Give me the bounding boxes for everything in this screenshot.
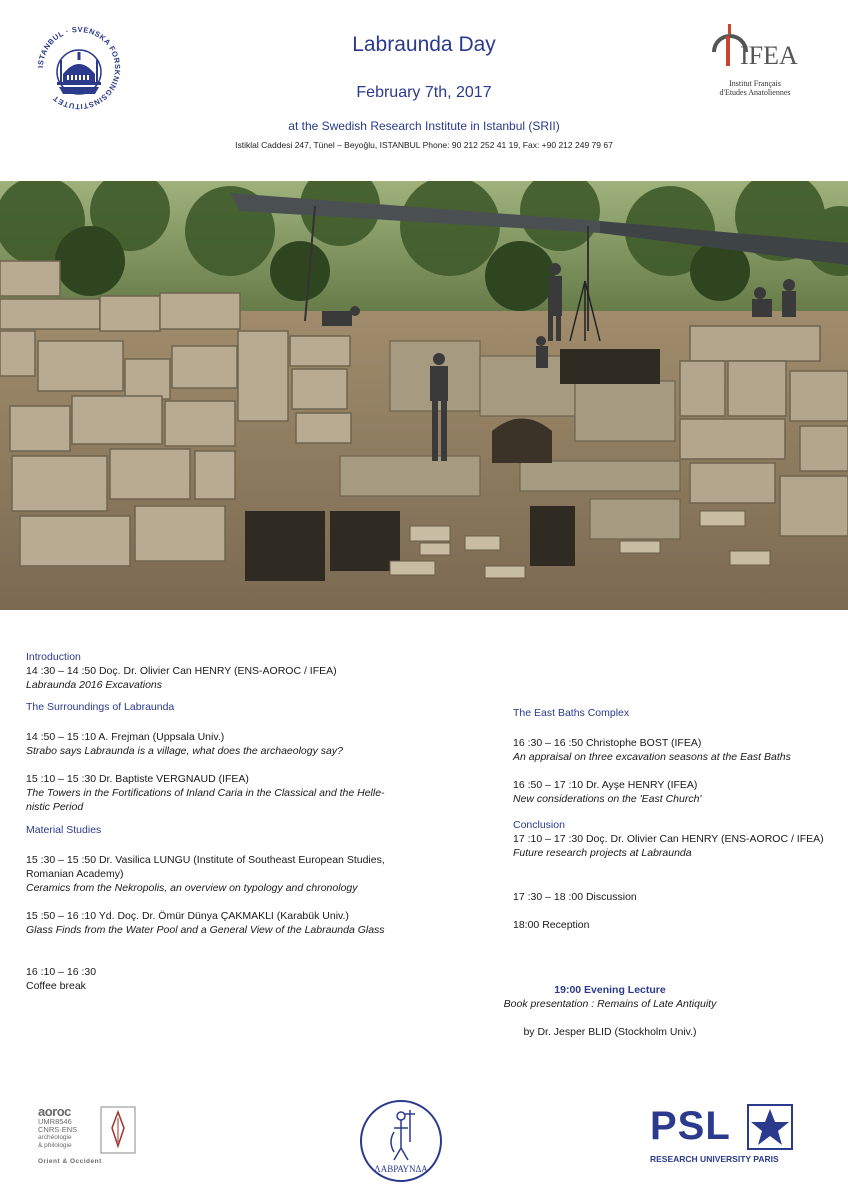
talk-title: Strabo says Labraunda is a village, what does the archaeology say? [26,745,343,757]
evening-speaker: by Dr. Jesper BLID (Stockholm Univ.) [523,1026,697,1038]
excavation-photo [0,181,848,610]
aoroc-umr: UMR8546 [38,1117,72,1126]
section-coffee [26,965,466,993]
talk-title: Glass Finds from the Water Pool and a General View of the Labraunda Glass [26,924,385,936]
ifea-mark-icon [700,22,810,74]
section-evening-lecture [460,983,760,1039]
srii-ring-text: ISTANBUL · SVENSKA FORSKNINGSINSTITUTET [35,24,123,112]
ifea-logo [700,22,810,104]
program-right-column [513,706,843,932]
talk-title: Future research projects at Labraunda [513,847,692,859]
aoroc-cnrs: CNRS·ENS [38,1125,78,1134]
aoroc-field2: & philologie [38,1142,72,1149]
srii-logo [33,22,125,114]
aoroc-tagline: Orient & Occident [38,1158,102,1165]
aoroc-logo [38,1106,138,1168]
talk-title-cont: nistic Period [26,801,84,813]
talk-time: 15 :30 – 15 :50 Dr. Vasilica LUNGU (Institute of Southeast European Studies, [26,854,385,866]
section-surroundings [26,700,466,814]
ifea-line1: Institut Français [729,79,781,88]
ifea-line2: d'Etudes Anatoliennes [719,88,791,97]
star-icon [747,1104,793,1150]
talk-title: The Towers in the Fortifications of Inland Caria in the Classical and the Helle- [26,787,385,799]
talk-time: 16 :50 – 17 :10 Dr. Ayşe HENRY (IFEA) [513,779,698,791]
break-time: 16 :10 – 16 :30 [26,966,97,978]
talk-time-cont: Romanian Academy) [26,868,124,880]
talk-time: 14 :30 – 14 :50 Doç. Dr. Olivier Can HENRY (ENS-AOROC / IFEA) [26,665,337,677]
psl-logo [650,1104,798,1168]
talk-time: 15 :50 – 16 :10 Yd. Doç. Dr. Ömür Dünya ÇAKMAKLI (Karabük Univ.) [26,910,349,922]
section-east-baths [513,706,843,806]
program-left-column [26,650,466,993]
event-address: Istiklal Caddesi 247, Tünel – Beyoğlu, ISTANBUL Phone: 90 212 252 41 19, Fax: +90 212 249 79 67 [235,140,613,150]
psl-main: PSL [650,1104,731,1148]
talk-time: 17 :10 – 17 :30 Doç. Dr. Olivier Can HENRY (ENS-AOROC / IFEA) [513,833,824,845]
page-title: Labraunda Day [352,33,496,56]
event-venue: at the Swedish Research Institute in Istanbul (SRII) [288,119,560,133]
ifea-mark-text: IFEA [740,41,798,70]
reception-line: 18:00 Reception [513,919,590,931]
section-heading: Material Studies [26,824,102,836]
section-heading: Introduction [26,651,81,663]
talk-title: New considerations on the 'East Church' [513,793,702,805]
talk-time: 14 :50 – 15 :10 A. Frejman (Uppsala Univ.) [26,731,225,743]
aoroc-pen-icon [100,1106,136,1154]
event-date: February 7th, 2017 [356,84,492,101]
aoroc-name: aoroc [38,1104,71,1119]
section-heading: The Surroundings of Labraunda [26,701,175,713]
break-label: Coffee break [26,980,86,992]
evening-heading: 19:00 Evening Lecture [554,984,666,996]
psl-sub: RESEARCH UNIVERSITY PARIS [650,1154,779,1164]
section-introduction [26,650,466,692]
section-material [26,823,466,937]
section-heading: The East Baths Complex [513,707,630,719]
section-conclusion [513,818,843,860]
talk-title: Ceramics from the Nekropolis, an overview on typology and chronology [26,882,358,894]
talk-time: 15 :10 – 15 :30 Dr. Baptiste VERGNAUD (IFEA) [26,773,249,785]
talk-title: An appraisal on three excavation seasons at the East Baths [513,751,791,763]
evening-title: Book presentation : Remains of Late Antiquity [503,998,717,1010]
labraunda-text: ΛΑΒΡΑΥΝΔΑ [374,1164,428,1174]
discussion-line: 17 :30 – 18 :00 Discussion [513,891,637,903]
talk-time: 16 :30 – 16 :50 Christophe BOST (IFEA) [513,737,702,749]
aoroc-field1: archéologie [38,1134,72,1141]
talk-title: Labraunda 2016 Excavations [26,679,163,691]
labraunda-logo [358,1098,444,1184]
section-heading: Conclusion [513,819,565,831]
